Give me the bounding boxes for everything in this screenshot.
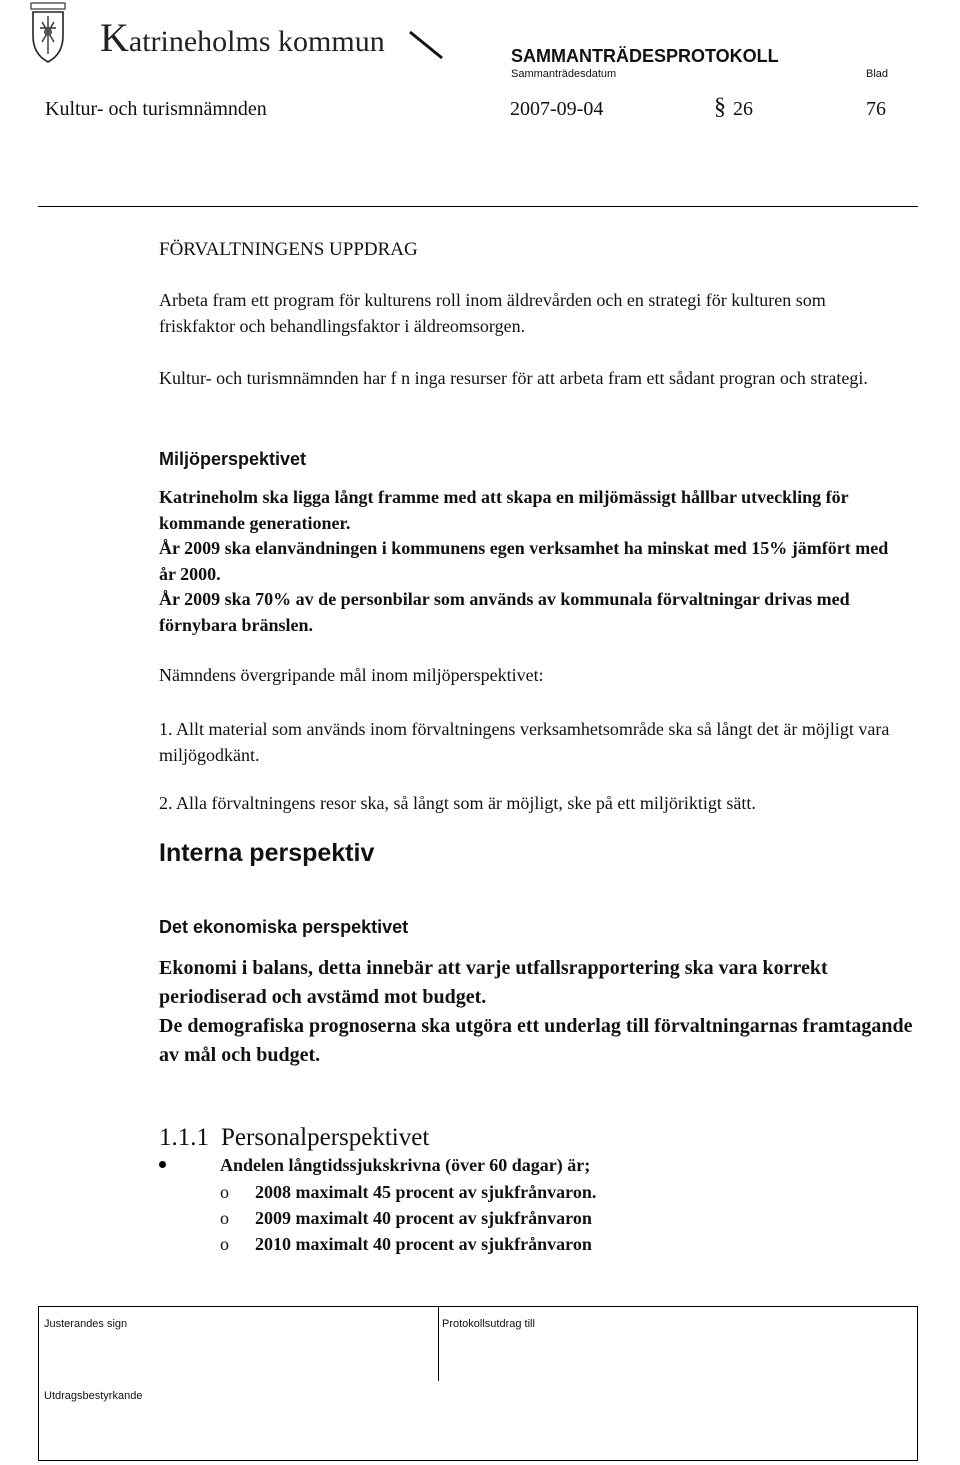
- paragraph-number: 26: [733, 98, 753, 120]
- sub-bullet-marker: o: [220, 1234, 229, 1254]
- sub-bullet-item: 2008 maximalt 45 procent av sjukfrånvaron.: [255, 1182, 597, 1202]
- signature-divider: [438, 1306, 439, 1381]
- meeting-date: 2007-09-04: [510, 98, 604, 120]
- justering-sign-label: Justerandes sign: [44, 1318, 128, 1330]
- page-number: 76: [866, 98, 886, 120]
- bullet-icon: [159, 1161, 166, 1168]
- utdragsbestyrkande-label: Utdragsbestyrkande: [44, 1390, 143, 1402]
- assignment-paragraph: Arbeta fram ett program för kulturens roll inom äldrevården och en strategi för kulturen som friskfaktor och behandlingsfaktor i äldreomsorgen.: [159, 290, 826, 336]
- board-goal-item: 2. Alla förvaltningens resor ska, så långt som är möjligt, ske på ett miljöriktigt sätt.: [159, 793, 756, 813]
- brand-swoosh-icon: [408, 30, 444, 60]
- internal-perspective-heading: Interna perspektiv: [159, 839, 375, 867]
- committee-name: Kultur- och turismnämnden: [45, 98, 267, 120]
- header-divider: [38, 206, 918, 207]
- bullet-item: Andelen långtidssjukskrivna (över 60 dagar) är;: [220, 1155, 591, 1175]
- paragraph-sign: §: [714, 94, 726, 120]
- municipal-coat-of-arms-icon: [30, 2, 66, 64]
- sub-bullet-marker: o: [220, 1208, 229, 1228]
- resources-paragraph: Kultur- och turismnämnden har f n inga resurser för att arbeta fram ett sådant progran och strategi.: [159, 368, 868, 388]
- sub-bullet-marker: o: [220, 1182, 229, 1202]
- board-goals-heading: Nämndens övergripande mål inom miljöperspektivet:: [159, 665, 544, 685]
- economic-goal: De demografiska prognoserna ska utgöra ett underlag till förvaltningarnas framtagande av mål och budget.: [159, 1015, 913, 1066]
- economic-perspective-heading: Det ekonomiska perspektivet: [159, 917, 409, 937]
- page-label: Blad: [866, 68, 889, 80]
- board-goal-item: 1. Allt material som används inom förvaltningens verksamhetsområde ska så långt det är möjligt vara miljögodkänt.: [159, 719, 890, 765]
- sub-bullet-item: 2010 maximalt 40 procent av sjukfrånvaron: [255, 1234, 592, 1254]
- environment-goal: Katrineholm ska ligga långt framme med att skapa en miljömässigt hållbar utveckling för kommande generationer.: [159, 487, 849, 533]
- section-number: 1.1.1: [159, 1124, 209, 1151]
- section-title: Personalperspektivet: [221, 1124, 430, 1151]
- economic-goal: Ekonomi i balans, detta innebär att varje utfallsrapportering ska vara korrekt periodiserad och avstämd mot budget.: [159, 957, 828, 1008]
- sub-bullet-item: 2009 maximalt 40 procent av sjukfrånvaron: [255, 1208, 592, 1228]
- protokollsutdrag-label: Protokollsutdrag till: [442, 1318, 535, 1330]
- environment-goal: År 2009 ska 70% av de personbilar som används av kommunala förvaltningar drivas med förnybara bränslen.: [159, 589, 850, 635]
- environment-heading: Miljöperspektivet: [159, 449, 307, 469]
- assignment-heading: FÖRVALTNINGENS UPPDRAG: [159, 239, 418, 260]
- document-title: SAMMANTRÄDESPROTOKOLL: [511, 46, 779, 66]
- meeting-date-label: Sammanträdesdatum: [511, 68, 617, 80]
- brand-name: Katrineholms kommun: [100, 15, 385, 60]
- environment-goal: År 2009 ska elanvändningen i kommunens egen verksamhet ha minskat med 15% jämfört med år 2000.: [159, 538, 889, 584]
